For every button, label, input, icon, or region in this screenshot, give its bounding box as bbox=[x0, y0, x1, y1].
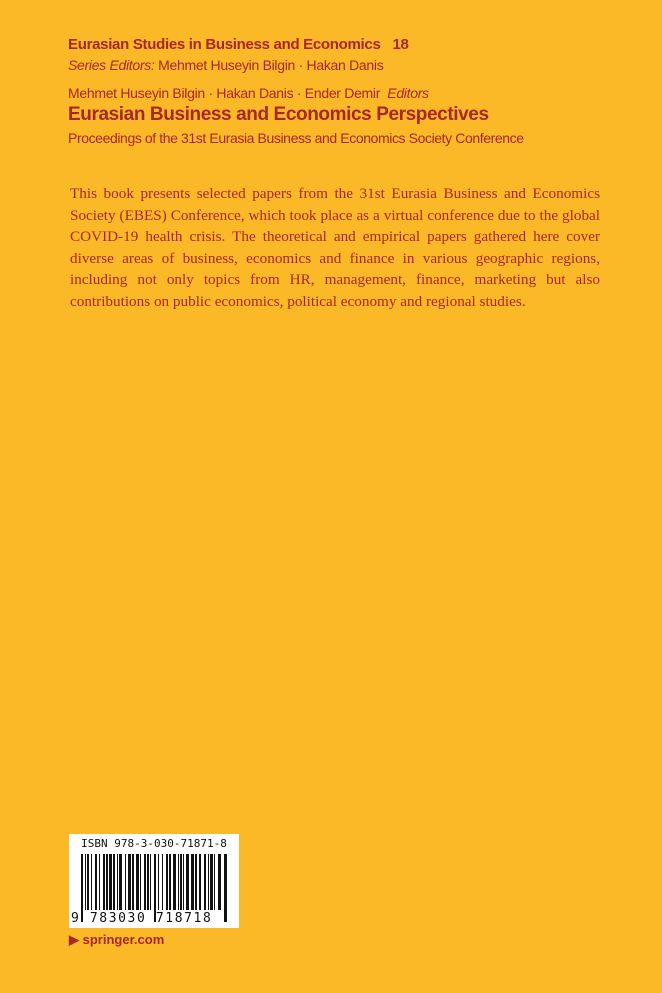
book-editors-names: Mehmet Huseyin Bilgin · Hakan Danis · Ender Demir bbox=[68, 85, 381, 101]
barcode-bar bbox=[128, 854, 131, 910]
barcode-bar bbox=[99, 854, 100, 910]
series-title bbox=[68, 36, 409, 53]
barcode-bar bbox=[119, 854, 122, 910]
barcode-bar bbox=[162, 854, 163, 910]
barcode-bar bbox=[85, 854, 86, 910]
isbn-label: ISBN 978-3-030-71871-8 bbox=[81, 837, 227, 850]
barcode-bar bbox=[136, 854, 139, 910]
book-subtitle: Proceedings of the 31st Eurasia Business and Economics Society Conference bbox=[68, 130, 524, 146]
barcode-bar bbox=[147, 854, 149, 910]
barcode-bar bbox=[117, 854, 118, 910]
series-number: 18 bbox=[392, 36, 409, 53]
barcode-bar bbox=[180, 854, 182, 910]
barcode-bar bbox=[183, 854, 184, 910]
book-editors bbox=[68, 85, 429, 101]
blurb: This book presents selected papers from the 31st Eurasia Business and Economics Society (EBES) Conference, which took place as a virtual conference due to the global COVID-19 health crisis. The theoretical and empirical papers gathered here cover diverse areas of business, economics and finance in various geographic regions, including not only topics from HR, management, finance, marketing but also contributions on public economics, political economy and regional studies. bbox=[70, 185, 600, 310]
barcode-bar bbox=[140, 854, 141, 910]
series-editors bbox=[68, 57, 383, 73]
barcode-bar bbox=[132, 854, 134, 910]
barcode-bar bbox=[113, 854, 115, 910]
book-editors-label: Editors bbox=[387, 85, 429, 101]
barcode-bar bbox=[173, 854, 176, 910]
barcode-bar bbox=[195, 854, 197, 910]
series-name: Eurasian Studies in Business and Economics bbox=[68, 36, 381, 53]
barcode-bar bbox=[204, 854, 206, 910]
barcode-bar bbox=[224, 854, 227, 922]
barcode-digits: 9 783030 718718 bbox=[71, 911, 213, 926]
barcode-bar bbox=[95, 854, 97, 910]
publisher-url: springer.com bbox=[82, 932, 165, 947]
book-title: Eurasian Business and Economics Perspectives bbox=[68, 104, 489, 125]
barcode-bar bbox=[191, 854, 194, 910]
barcode-bar bbox=[169, 854, 171, 910]
barcode-bar bbox=[210, 854, 213, 910]
barcode-bar bbox=[186, 854, 189, 910]
barcode-bar bbox=[178, 854, 179, 910]
barcode-bar bbox=[87, 854, 89, 910]
barcode-bar bbox=[158, 854, 159, 910]
barcode-bar bbox=[125, 854, 126, 910]
barcode-bar bbox=[103, 854, 105, 910]
barcode-bar bbox=[214, 854, 215, 910]
barcode-bar bbox=[218, 854, 221, 910]
barcode-bar bbox=[106, 854, 108, 910]
barcode-bar bbox=[150, 854, 151, 910]
series-editors-names: Mehmet Huseyin Bilgin · Hakan Danis bbox=[158, 57, 384, 73]
barcode-bar bbox=[199, 854, 201, 910]
barcode-bar bbox=[144, 854, 146, 910]
series-editors-label: Series Editors: bbox=[68, 57, 155, 73]
publisher-link[interactable] bbox=[69, 932, 164, 948]
barcode-bar bbox=[91, 854, 92, 910]
barcode-bar bbox=[109, 854, 112, 910]
barcode bbox=[69, 834, 239, 928]
arrow-right-icon: ▶ bbox=[69, 932, 79, 947]
barcode-bar bbox=[208, 854, 209, 910]
barcode-bar bbox=[166, 854, 168, 910]
